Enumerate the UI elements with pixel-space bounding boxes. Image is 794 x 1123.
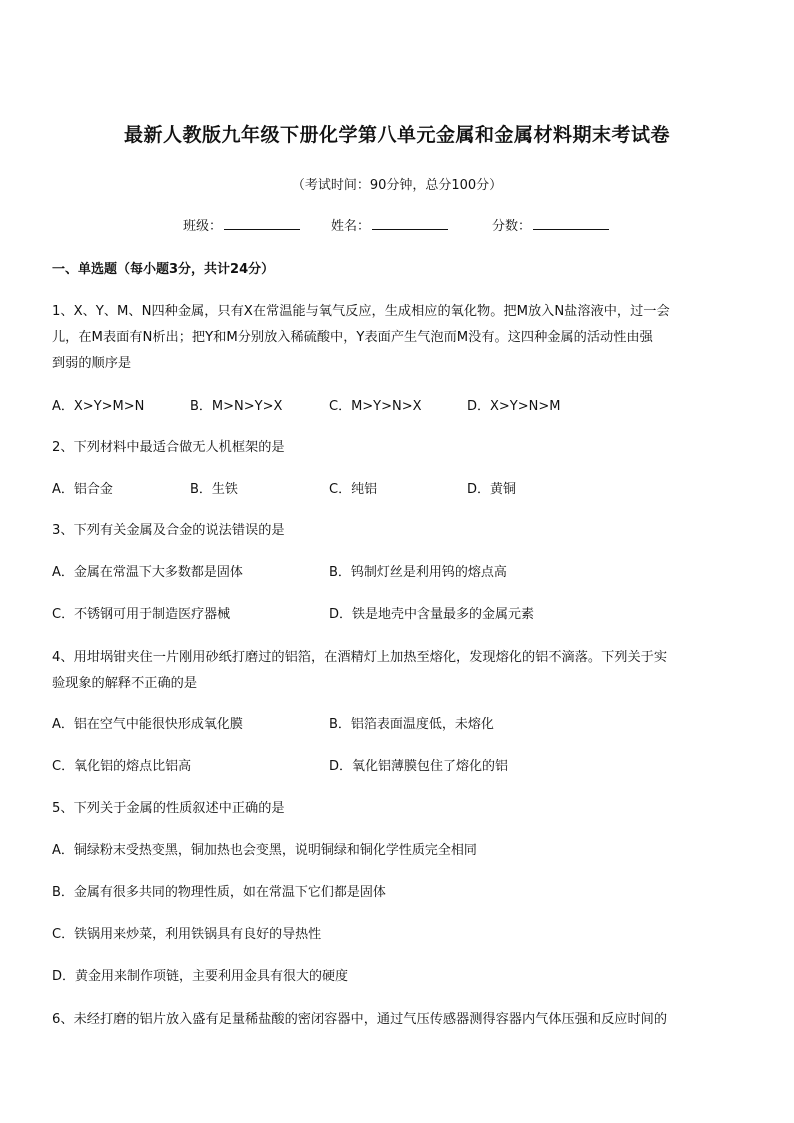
q4-option-d: D．氧化铝薄膜包住了熔化的铝 <box>329 759 509 774</box>
q4-option-a: A．铝在空气中能很快形成氧化膜 <box>52 717 243 732</box>
q1-line-1: 1、X、Y、M、N四种金属，只有X在常温能与氧气反应，生成相应的氧化物。把M放入N盐溶液中，过一会 <box>52 304 670 319</box>
q5-option-a: A．铜绿粉末受热变黑，铜加热也会变黑，说明铜绿和铜化学性质完全相同 <box>52 843 477 858</box>
score-blank <box>533 217 609 230</box>
q5-option-b: B．金属有很多共同的物理性质，如在常温下它们都是固体 <box>52 885 386 900</box>
q5-option-c: C．铁锅用来炒菜，利用铁锅具有良好的导热性 <box>52 927 322 942</box>
score-label: 分数： <box>492 219 532 234</box>
class-label: 班级： <box>183 219 223 234</box>
class-blank <box>224 217 300 230</box>
q4-line-1: 4、用坩埚钳夹住一片刚用砂纸打磨过的铝箔，在酒精灯上加热至熔化，发现熔化的铝不滴落。下列关于实 <box>52 650 668 665</box>
q2-option-c: C．纯铝 <box>329 482 378 497</box>
q4-line-2: 验现象的解释不正确的是 <box>52 676 198 691</box>
q2-option-b: B．生铁 <box>190 482 238 497</box>
q3-option-b: B．钨制灯丝是利用钨的熔点高 <box>329 565 507 580</box>
score-field <box>492 215 609 234</box>
q2-option-a: A．铝合金 <box>52 482 113 497</box>
exam-subtitle: （考试时间：90分钟，总分100分） <box>291 178 503 193</box>
name-blank <box>372 217 448 230</box>
q6-line-1: 6、未经打磨的铝片放入盛有足量稀盐酸的密闭容器中，通过气压传感器测得容器内气体压强和反应时间的 <box>52 1012 668 1027</box>
class-field <box>183 215 300 234</box>
q3-option-d: D．铁是地壳中含量最多的金属元素 <box>329 607 535 622</box>
q1-option-d: D．X>Y>N>M <box>467 399 561 414</box>
q4-option-b: B．铝箔表面温度低，未熔化 <box>329 717 494 732</box>
q1-option-b: B．M>N>Y>X <box>190 399 283 414</box>
q2-option-d: D．黄铜 <box>467 482 517 497</box>
q4-option-c: C．氧化铝的熔点比铝高 <box>52 759 192 774</box>
q2-line-1: 2、下列材料中最适合做无人机框架的是 <box>52 440 285 455</box>
q3-line-1: 3、下列有关金属及合金的说法错误的是 <box>52 523 285 538</box>
exam-title: 最新人教版九年级下册化学第八单元金属和金属材料期末考试卷 <box>123 124 670 146</box>
q3-option-c: C．不锈钢可用于制造医疗器械 <box>52 607 231 622</box>
q1-option-c: C．M>Y>N>X <box>329 399 422 414</box>
q5-line-1: 5、下列关于金属的性质叙述中正确的是 <box>52 801 285 816</box>
q1-line-3: 到弱的顺序是 <box>52 356 132 371</box>
q1-option-a: A．X>Y>M>N <box>52 399 145 414</box>
name-field <box>331 215 448 234</box>
q3-option-a: A．金属在常温下大多数都是固体 <box>52 565 243 580</box>
section-heading: 一、单选题（每小题3分，共计24分） <box>52 262 275 277</box>
name-label: 姓名： <box>331 219 371 234</box>
q1-line-2: 儿，在M表面有N析出；把Y和M分别放入稀硫酸中，Y表面产生气泡而M没有。这四种金属的活动性由强 <box>52 330 653 345</box>
q5-option-d: D．黄金用来制作项链，主要利用金具有很大的硬度 <box>52 969 349 984</box>
